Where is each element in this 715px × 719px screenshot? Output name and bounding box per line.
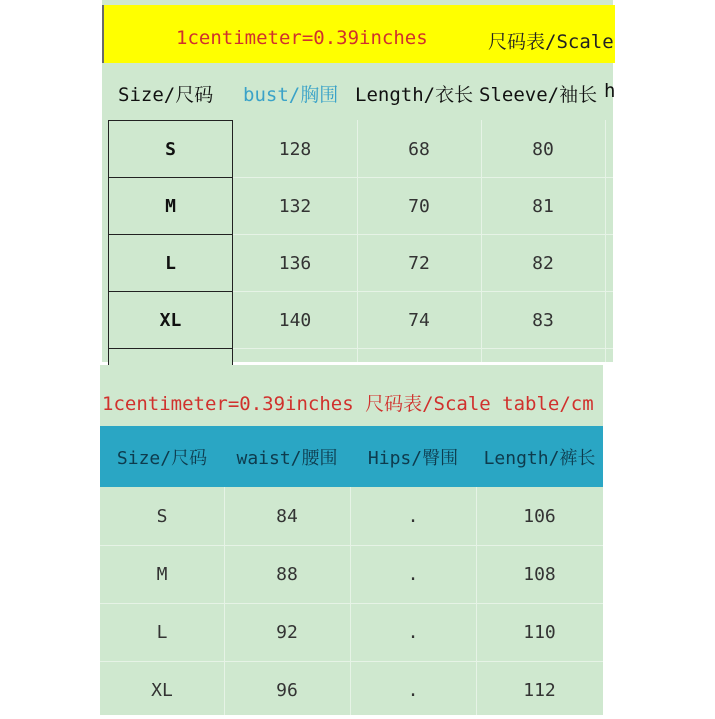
bust-cell: 140 bbox=[278, 310, 312, 331]
size-cell-s: S bbox=[108, 120, 233, 177]
size-cell-xl: XL bbox=[108, 291, 233, 348]
hips-cell: . bbox=[407, 563, 419, 585]
header-length: Length/衣长 bbox=[355, 84, 474, 106]
length-cell: 108 bbox=[523, 563, 556, 585]
top-table-title: 尺码表/Scale bbox=[488, 31, 614, 53]
length-cell: 70 bbox=[408, 196, 430, 217]
header-truncated: h bbox=[604, 80, 616, 102]
sleeve-cell: 81 bbox=[532, 196, 554, 217]
sleeve-cell: 82 bbox=[532, 253, 554, 274]
length-cell: 106 bbox=[523, 505, 556, 527]
bottom-table-title: 1centimeter=0.39inches 尺码表/Scale table/cm bbox=[102, 393, 594, 415]
bust-cell: 132 bbox=[278, 196, 312, 217]
header-waist: waist/腰围 bbox=[236, 447, 338, 469]
header-size: Size/尺码 bbox=[116, 447, 208, 469]
size-cell-l: L bbox=[108, 234, 233, 291]
length-cell: 68 bbox=[408, 139, 430, 160]
hips-cell: . bbox=[407, 679, 419, 701]
hips-cell: . bbox=[407, 621, 419, 643]
top-title-band bbox=[102, 5, 615, 63]
waist-cell: 88 bbox=[276, 563, 298, 585]
hips-cell: . bbox=[407, 505, 419, 527]
header-length: Length/裤长 bbox=[483, 447, 596, 469]
bust-cell: 136 bbox=[278, 253, 312, 274]
bust-cell: 128 bbox=[278, 139, 312, 160]
length-cell: 72 bbox=[408, 253, 430, 274]
size-cell: XL bbox=[151, 679, 173, 701]
header-bust: bust/胸围 bbox=[243, 84, 339, 106]
bottom-header-row bbox=[100, 426, 603, 487]
waist-cell: 96 bbox=[276, 679, 298, 701]
size-cell: L bbox=[156, 621, 168, 643]
waist-cell: 84 bbox=[276, 505, 298, 527]
length-cell: 74 bbox=[408, 310, 430, 331]
waist-cell: 92 bbox=[276, 621, 298, 643]
header-size: Size/尺码 bbox=[118, 84, 214, 106]
length-cell: 110 bbox=[523, 621, 556, 643]
size-cell-m: M bbox=[108, 177, 233, 234]
sleeve-cell: 80 bbox=[532, 139, 554, 160]
sleeve-cell: 83 bbox=[532, 310, 554, 331]
top-size-table bbox=[102, 0, 616, 362]
bottom-size-table bbox=[100, 365, 603, 715]
header-sleeve: Sleeve/袖长 bbox=[479, 84, 598, 106]
length-cell: 112 bbox=[523, 679, 556, 701]
size-cell: S bbox=[156, 505, 168, 527]
header-hips: Hips/臀围 bbox=[367, 447, 459, 469]
conversion-note: 1centimeter=0.39inches bbox=[176, 27, 428, 49]
size-cell: M bbox=[156, 563, 168, 585]
grid-line bbox=[605, 120, 606, 362]
